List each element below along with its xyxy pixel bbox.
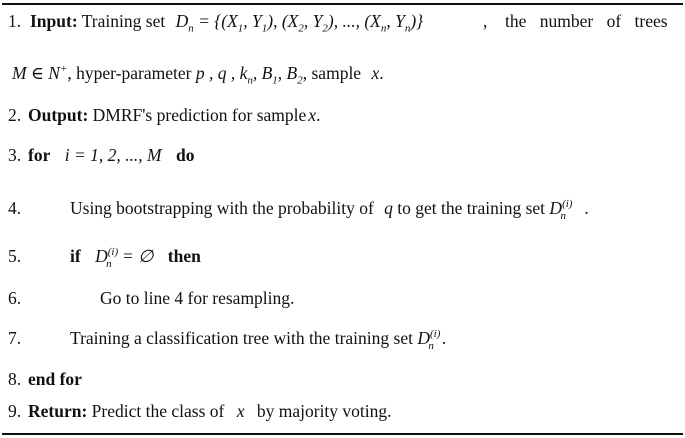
condition-set-symbol: $D^{(i)}_n$ [95,246,119,270]
comma-separator: , [483,11,488,31]
input-keyword: Input: [30,11,78,31]
line-number: 2. [8,105,22,125]
line-number: 9. [8,401,22,421]
hyper-parameter-label: hyper-parameter [76,63,192,83]
line-1-end: . [379,63,384,83]
line-number: 1. [8,11,22,31]
bootstrap-text: Using bootstrapping with the probability of [70,198,374,218]
do-keyword: do [175,145,195,165]
line-5-content [70,245,201,270]
probability-variable: q [384,198,393,218]
line-number: 6. [8,288,22,308]
line-number: 4. [8,198,22,218]
end-for-keyword: end for [28,369,82,389]
line-2-end: . [316,105,321,125]
hyper-parameters: p , q , $k_n$, $B_1$, $B_2$ [195,63,303,87]
line-number: 3. [8,145,22,165]
return-variable: x [236,401,245,421]
line-4-content [70,197,589,222]
training-set-definition: = {($X_1$, $Y_1$), ($X_2$, $Y_2$), ..., ($X_n$, $Y_n$)} [193,11,424,35]
training-set-symbol: $D_n$ [175,11,194,35]
sample-variable: x [371,63,380,83]
return-keyword: Return: [28,401,88,421]
top-rule [2,3,683,5]
bottom-rule [2,433,683,435]
return-text: Predict the class of [91,401,225,421]
line-1-content [30,10,424,35]
output-text: DMRF's prediction for sample [92,105,307,125]
line-number: 7. [8,328,22,348]
return-text-2: by majority voting. [256,401,392,421]
line-9-content [28,400,392,422]
line-number: 5. [8,246,22,266]
number-of-trees-label: the number of trees [505,11,668,31]
empty-set-condition: = ∅ [121,246,154,266]
output-variable: x [308,105,317,125]
line-7-content [70,327,447,352]
resample-text: Go to line 4 for resampling. [100,288,295,308]
line-2-content [28,104,320,126]
bootstrap-text-2: to get the training set [397,198,546,218]
line-7-end: . [441,328,447,348]
trees-symbol: M [12,63,27,83]
output-keyword: Output: [28,105,89,125]
for-keyword: for [28,145,51,165]
training-subset-symbol: $D^{(i)}_n$ [417,328,441,352]
sample-label: , sample [302,63,362,83]
training-set-label: Training set [81,11,166,31]
training-subset-symbol: $D^{(i)}_n$ [549,198,573,222]
trees-domain: ∈ N+ [30,63,68,83]
train-tree-text: Training a classification tree with the training set [70,328,413,348]
line-number: 8. [8,369,22,389]
line-1-continuation: M ∈ N+, hyper-parameter p , q , $k_n$, $B_1$, $B_2$, sample x. [12,63,384,87]
line-3-content [28,144,194,166]
then-keyword: then [167,246,201,266]
line-4-end: . [584,198,589,218]
if-keyword: if [70,246,81,266]
loop-range: i = 1, 2, ..., M [64,145,162,165]
